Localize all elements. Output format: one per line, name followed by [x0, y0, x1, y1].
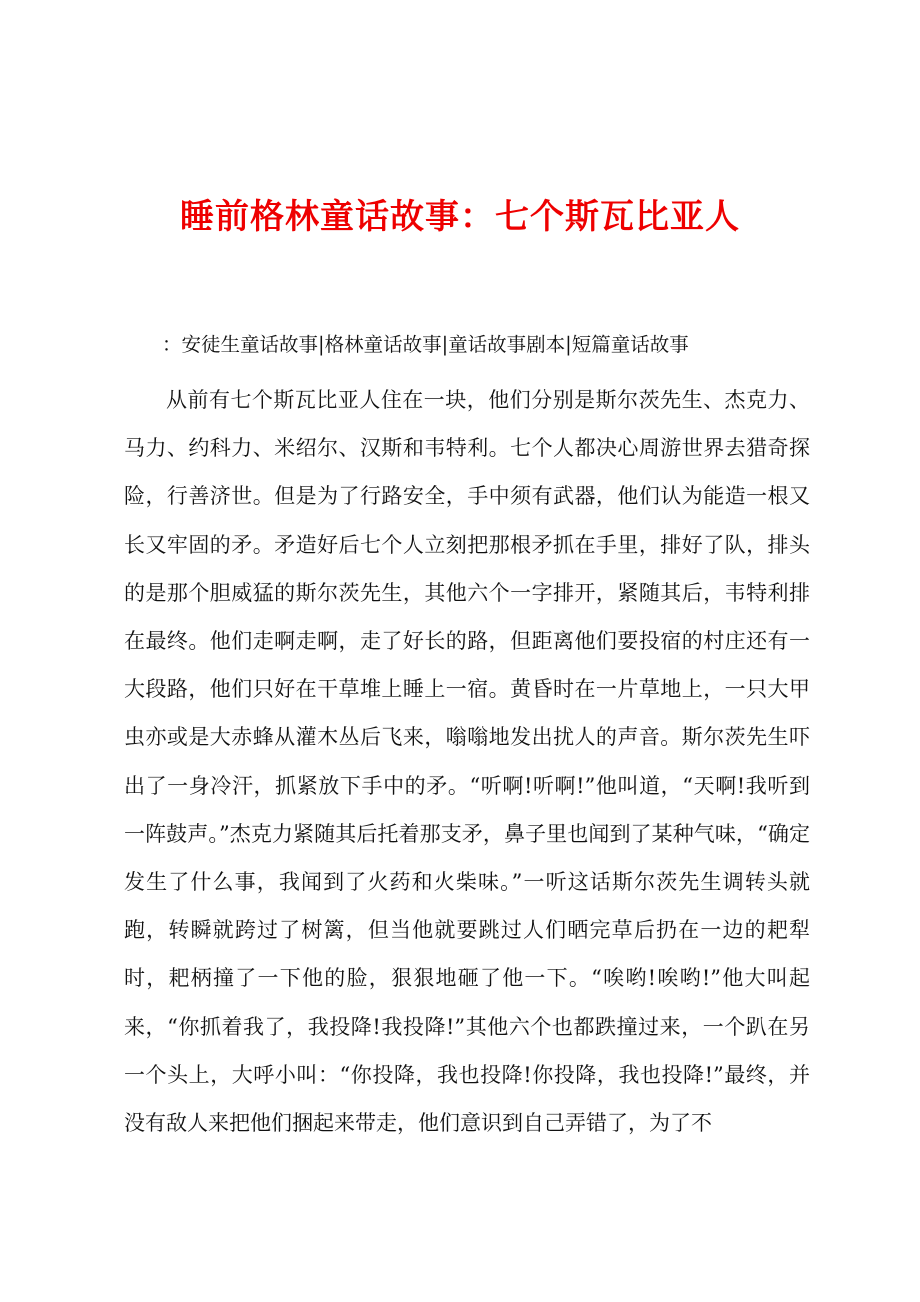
page-title: 睡前格林童话故事：七个斯瓦比亚人 — [180, 197, 740, 237]
story-paragraph: 从前有七个斯瓦比亚人住在一块，他们分别是斯尔茨先生、杰克力、马力、约科力、米绍尔、汉斯和韦特利。七个人都决心周游世界去猎奇探险，行善济世。但是为了行路安全，手中须有武器，他们认为能造一根又长又牢固的矛。矛造好后七个人立刻把那根矛抓在手里，排好了队，排头的是那个胆威猛的斯尔茨先生，其他六个一字排开，紧随其后，韦特利排在最终。他们走啊走啊，走了好长的路，但距离他们要投宿的村庄还有一大段路，他们只好在干草堆上睡上一宿。黄昏时在一片草地上，一只大甲虫亦或是大赤蜂从灌木丛后飞来，嗡嗡地发出扰人的声音。斯尔茨先生吓出了一身冷汗，抓紧放下手中的矛。“听啊!听啊!”他叫道，“天啊!我听到一阵鼓声。”杰克力紧随其后托着那支矛，鼻子里也闻到了某种气味，“确定发生了什么事，我闻到了火药和火柴味。”一听这话斯尔茨先生调转头就跑，转瞬就跨过了树篱，但当他就要跳过人们晒完草后扔在一边的耙犁时，耙柄撞了一下他的脸，狠狠地砸了他一下。“唉哟!唉哟!”他大叫起来，“你抓着我了，我投降!我投降!”其他六个也都跌撞过来，一个趴在另一个头上，大呼小叫：“你投降，我也投降!你投降，我也投降!”最终，并没有敌人来把他们捆起来带走，他们意识到自己弄错了，为了不 — [124, 388, 810, 1136]
tags-line: ：安徒生童话故事|格林童话故事|童话故事剧本|短篇童话故事 — [162, 333, 689, 356]
